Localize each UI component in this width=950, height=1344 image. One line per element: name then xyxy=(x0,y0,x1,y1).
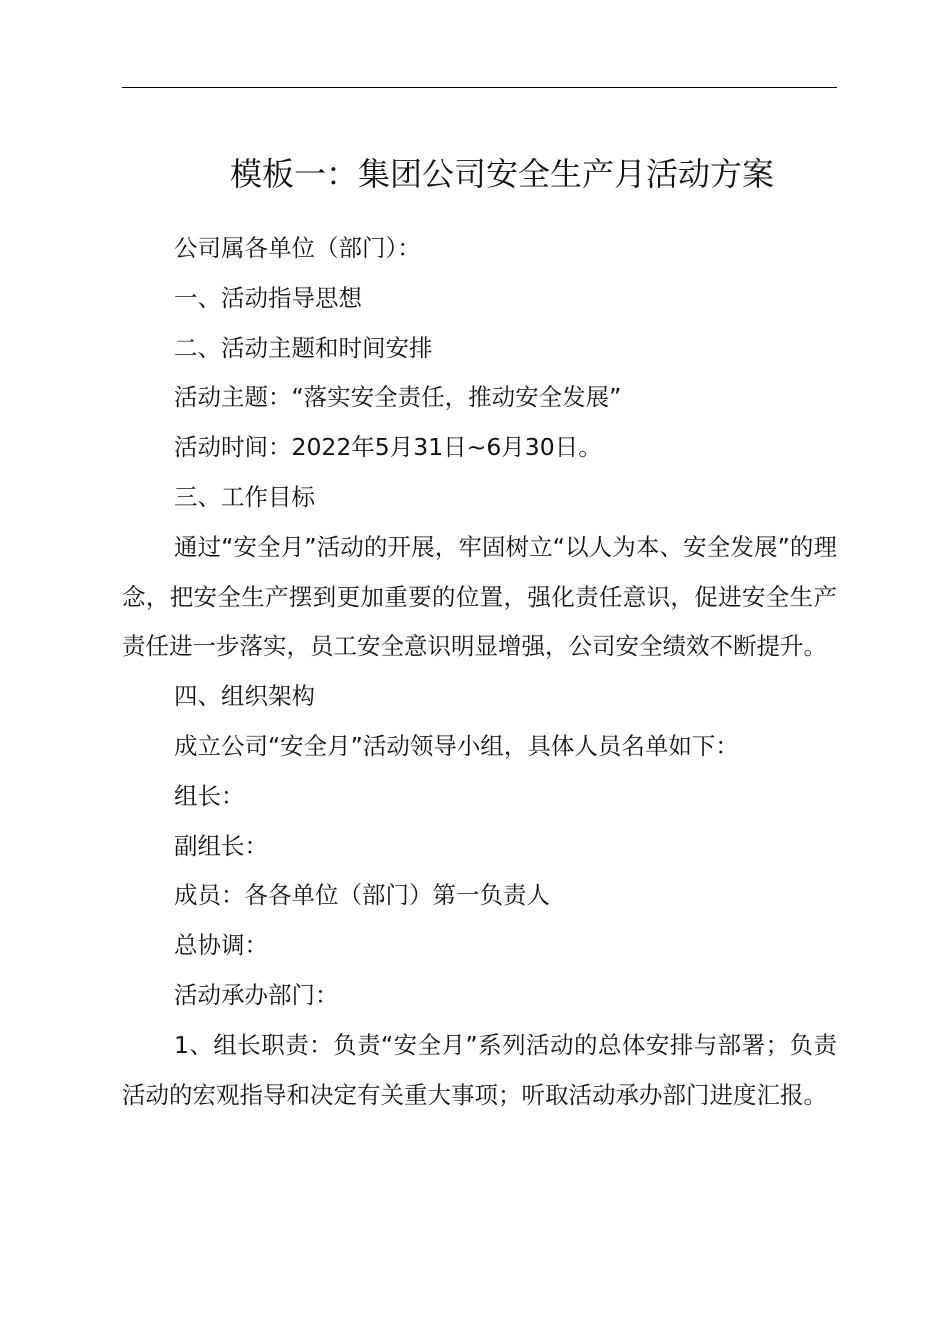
heading-work-goals: 三、工作目标 xyxy=(174,482,315,511)
paragraph-coordinator: 总协调： xyxy=(174,931,268,960)
paragraph-members: 成员：各各单位（部门）第一负责人 xyxy=(174,881,550,910)
heading-theme-and-schedule: 二、活动主题和时间安排 xyxy=(174,333,433,362)
paragraph-organizing-dept: 活动承办部门： xyxy=(174,980,339,1009)
paragraph-leader-duties: 1、组长职责：负责“安全月”系列活动的总体安排与部署；负责活动的宏观指导和决定有关重大事项；听取活动承办部门进度汇报。 xyxy=(122,1030,837,1109)
paragraph-leading-group: 成立公司“安全月”活动领导小组，具体人员名单如下： xyxy=(174,731,739,760)
document-body xyxy=(122,224,837,1120)
paragraph-salutation: 公司属各单位（部门）： xyxy=(174,234,421,262)
paragraph-group-leader: 组长： xyxy=(174,781,245,810)
header-rule xyxy=(122,87,837,88)
heading-organization: 四、组织架构 xyxy=(174,682,315,711)
paragraph-work-goals: 通过“安全月”活动的开展，牢固树立“以人为本、安全发展”的理念，把安全生产摆到更加重要的位置，强化责任意识，促进安全生产责任进一步落实，员工安全意识明显增强，公司安全绩效不断提升。 xyxy=(122,532,837,661)
paragraph-activity-theme: 活动主题：“落实安全责任，推动安全发展” xyxy=(174,383,622,412)
heading-guiding-thought: 一、活动指导思想 xyxy=(174,283,362,312)
paragraph-activity-time: 活动时间：2022年5月31日~6月30日。 xyxy=(174,433,602,462)
paragraph-deputy-leader: 副组长： xyxy=(174,831,268,860)
document-title: 模板一：集团公司安全生产月活动方案 xyxy=(229,155,774,193)
